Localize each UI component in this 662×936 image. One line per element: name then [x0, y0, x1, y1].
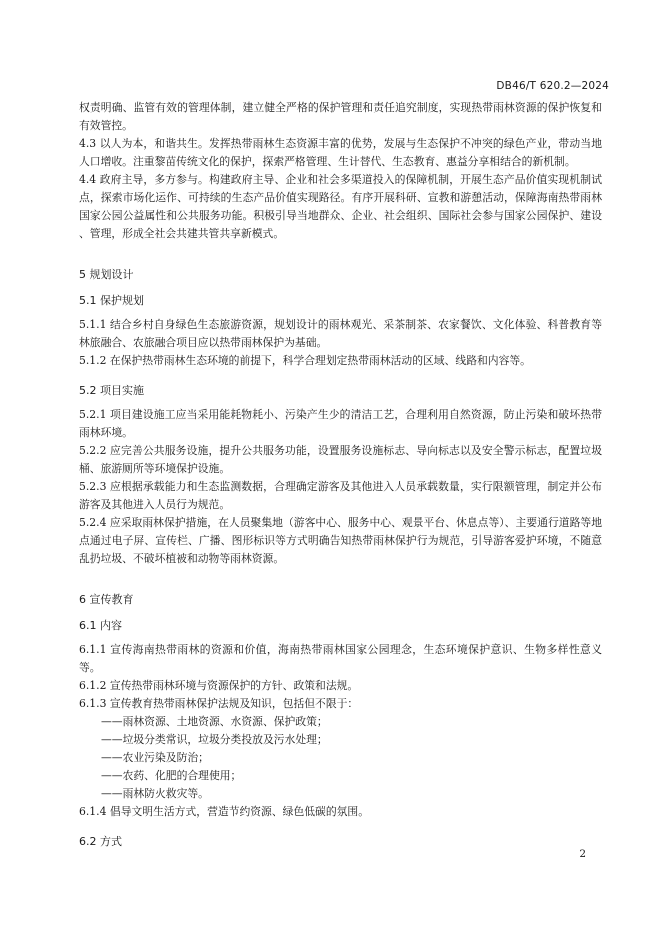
paragraph-6-1-4: 6.1.4 倡导文明生活方式，营造节约资源、绿色低碳的氛围。 [79, 805, 370, 818]
document-body [79, 99, 602, 857]
paragraph-5-2-1: 5.2.1 项目建设施工应当采用能耗物耗小、污染产生少的清洁工艺，合理利用自然资源，防止污染和破坏热带雨林环境。 [79, 408, 602, 439]
list-item: ——农业污染及防治； [101, 751, 209, 764]
list-item: ——农药、化肥的合理使用； [101, 769, 242, 782]
paragraph: 权责明确、监管有效的管理体制，建立健全严格的保护管理和责任追究制度，实现热带雨林资源的保护恢复和有效管控。 [79, 101, 602, 132]
paragraph-6-1-1: 6.1.1 宣传海南热带雨林的资源和价值，海南热带雨林国家公园理念，生态环境保护意识、生物多样性意义等。 [79, 643, 602, 674]
doc-code-header: DB46/T 620.2—2024 [496, 80, 609, 92]
paragraph-5-2-2: 5.2.2 应完善公共服务设施，提升公共服务功能，设置服务设施标志、导向标志以及安全警示标志，配置垃圾桶、旅游厕所等环境保护设施。 [79, 444, 602, 475]
paragraph-6-1-2: 6.1.2 宣传热带雨林环境与资源保护的方针、政策和法规。 [79, 679, 359, 692]
subsection-heading-6-1: 6.1 内容 [79, 619, 122, 632]
paragraph-4-4: 4.4 政府主导，多方参与。构建政府主导、企业和社会多渠道投入的保障机制，开展生态产品价值实现机制试点，探索市场化运作、可持续的生态产品价值实现路径。有序开展科研、宣教和游憩活动，保障海南热带雨林国家公园公益属性和公共服务功能。积极引导当地群众、企业、社会组织、国际社会参与国家公园保护、建设 、管理，形成全社会共建共管共享新模式。 [79, 173, 602, 240]
page-number: 2 [579, 848, 586, 860]
paragraph-5-2-4: 5.2.4 应采取雨林保护措施，在人员聚集地（游客中心、服务中心、观景平台、休息点等）、主要通行道路等地点通过电子屏、宣传栏、广播、图形标识等方式明确告知热带雨林保护行为规范，引导游客爱护环境，不随意乱扔垃圾、不破坏植被和动物等雨林资源。 [79, 516, 602, 565]
section-heading-5: 5 规划设计 [79, 268, 134, 281]
list-item: ——雨林资源、土地资源、水资源、保护政策； [101, 715, 328, 728]
paragraph-5-1-2: 5.1.2 在保护热带雨林生态环境的前提下，科学合理划定热带雨林活动的区域、线路和内容等。 [79, 354, 531, 367]
subsection-heading-6-2: 6.2 方式 [79, 835, 122, 848]
paragraph-5-1-1: 5.1.1 结合乡村自身绿色生态旅游资源，规划设计的雨林观光、采茶制茶、农家餐饮、文化体验、科普教育等林旅融合、农旅融合项目应以热带雨林保护为基础。 [79, 318, 602, 349]
paragraph-5-2-3: 5.2.3 应根据承载能力和生态监测数据，合理确定游客及其他进入人员承载数量，实行限额管理，制定并公布游客及其他进入人员行为规范。 [79, 480, 602, 511]
subsection-heading-5-1: 5.1 保护规划 [79, 294, 144, 307]
section-heading-6: 6 宣传教育 [79, 593, 134, 606]
list-item: ——雨林防火救灾等。 [101, 787, 209, 800]
paragraph-6-1-3: 6.1.3 宣传教育热带雨林保护法规及知识，包括但不限于： [79, 697, 359, 710]
paragraph-4-3: 4.3 以人为本，和谐共生。发挥热带雨林生态资源丰富的优势，发展与生态保护不冲突的绿色产业，带动当地人口增收。注重黎苗传统文化的保护，探索严格管理、生计替代、生态教育、惠益分享相结合的新机制。 [79, 137, 602, 168]
list-item: ——垃圾分类常识，垃圾分类投放及污水处理； [101, 733, 328, 746]
subsection-heading-5-2: 5.2 项目实施 [79, 384, 144, 397]
